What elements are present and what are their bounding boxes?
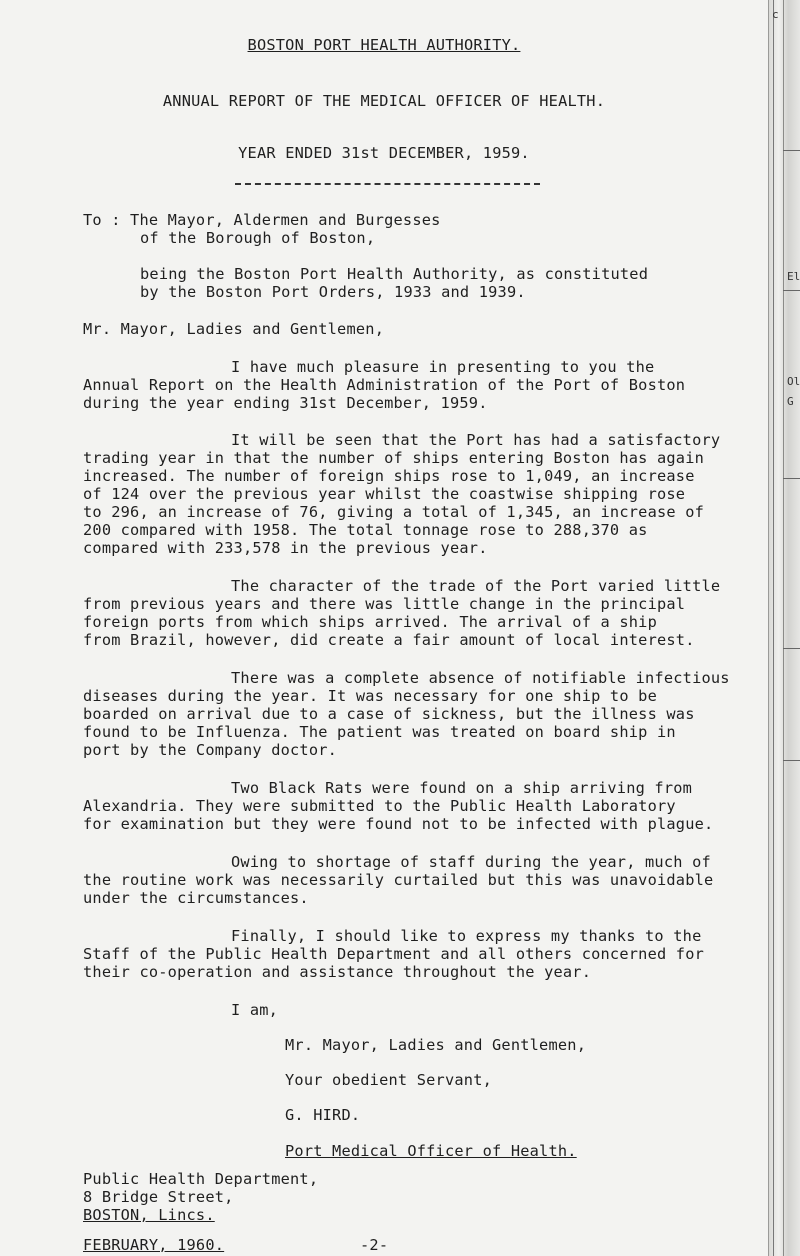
report-year: YEAR ENDED 31st DECEMBER, 1959. xyxy=(238,144,530,162)
authority-heading: BOSTON PORT HEALTH AUTHORITY. xyxy=(247,36,521,54)
report-title: ANNUAL REPORT OF THE MEDICAL OFFICER OF HEALTH. xyxy=(162,92,606,110)
footer-address-line-1: Public Health Department, xyxy=(83,1170,319,1188)
edge-tick xyxy=(783,290,800,291)
edge-tick xyxy=(783,150,800,151)
p5-line-3: for examination but they were found not to be infected with plague. xyxy=(83,815,714,833)
p2-line-3: increased. The number of foreign ships rose to 1,049, an increase xyxy=(83,467,695,485)
address-being-1: being the Boston Port Health Authority, as constituted xyxy=(140,265,649,283)
p3-line-3: foreign ports from which ships arrived. The arrival of a ship xyxy=(83,613,657,631)
p2-line-2: trading year in that the number of ships entering Boston has again xyxy=(83,449,705,467)
address-being-2: by the Boston Port Orders, 1933 and 1939. xyxy=(140,283,526,301)
p4-line-3: boarded on arrival due to a case of sickness, but the illness was xyxy=(83,705,695,723)
dashed-divider xyxy=(235,183,540,185)
footer-address-line-3: BOSTON, Lincs. xyxy=(83,1206,215,1224)
p1-line-2: Annual Report on the Health Administration of the Port of Boston xyxy=(83,376,686,394)
signatory-name: G. HIRD. xyxy=(285,1106,361,1124)
p2-line-4: of 124 over the previous year whilst the coastwise shipping rose xyxy=(83,485,686,503)
edge-tick xyxy=(783,760,800,761)
edge-fragment: G xyxy=(787,395,794,408)
edge-fragment: c xyxy=(772,8,779,21)
p1-line-1: I have much pleasure in presenting to you the xyxy=(231,358,655,376)
edge-tick xyxy=(783,478,800,479)
closing-i-am: I am, xyxy=(231,1001,279,1019)
salutation: Mr. Mayor, Ladies and Gentlemen, xyxy=(83,320,385,338)
p7-line-1: Finally, I should like to express my thanks to the xyxy=(231,927,702,945)
p2-line-6: 200 compared with 1958. The total tonnage rose to 288,370 as xyxy=(83,521,648,539)
p3-line-1: The character of the trade of the Port varied little xyxy=(231,577,721,595)
p7-line-3: their co-operation and assistance throughout the year. xyxy=(83,963,592,981)
p5-line-1: Two Black Rats were found on a ship arriving from xyxy=(231,779,693,797)
p4-line-4: found to be Influenza. The patient was treated on board ship in xyxy=(83,723,676,741)
p2-line-1: It will be seen that the Port has had a satisfactory xyxy=(231,431,721,449)
p2-line-7: compared with 233,578 in the previous year. xyxy=(83,539,488,557)
p4-line-1: There was a complete absence of notifiable infectious xyxy=(231,669,730,687)
p6-line-3: under the circumstances. xyxy=(83,889,309,907)
edge-fragment: Ol xyxy=(787,375,800,388)
p7-line-2: Staff of the Public Health Department and all others concerned for xyxy=(83,945,705,963)
p4-line-2: diseases during the year. It was necessary for one ship to be xyxy=(83,687,657,705)
page-number: -2- xyxy=(360,1236,389,1254)
edge-tick xyxy=(783,648,800,649)
footer-date: FEBRUARY, 1960. xyxy=(83,1236,225,1254)
p6-line-1: Owing to shortage of staff during the year, much of xyxy=(231,853,711,871)
p1-line-3: during the year ending 31st December, 1959. xyxy=(83,394,488,412)
address-to: To : The Mayor, Aldermen and Burgesses xyxy=(83,211,441,229)
edge-rule xyxy=(783,0,784,1256)
p6-line-2: the routine work was necessarily curtailed but this was unavoidable xyxy=(83,871,714,889)
edge-fragment: El xyxy=(787,270,800,283)
closing-salutation: Mr. Mayor, Ladies and Gentlemen, xyxy=(285,1036,587,1054)
signatory-title: Port Medical Officer of Health. xyxy=(285,1142,577,1160)
adjacent-page-edge xyxy=(768,0,800,1256)
p4-line-5: port by the Company doctor. xyxy=(83,741,338,759)
footer-address-line-2: 8 Bridge Street, xyxy=(83,1188,234,1206)
closing-servant: Your obedient Servant, xyxy=(285,1071,493,1089)
p5-line-2: Alexandria. They were submitted to the Public Health Laboratory xyxy=(83,797,676,815)
p3-line-2: from previous years and there was little change in the principal xyxy=(83,595,686,613)
p3-line-4: from Brazil, however, did create a fair amount of local interest. xyxy=(83,631,695,649)
edge-rule xyxy=(773,0,774,1256)
p2-line-5: to 296, an increase of 76, giving a total of 1,345, an increase of xyxy=(83,503,705,521)
address-borough: of the Borough of Boston, xyxy=(140,229,376,247)
